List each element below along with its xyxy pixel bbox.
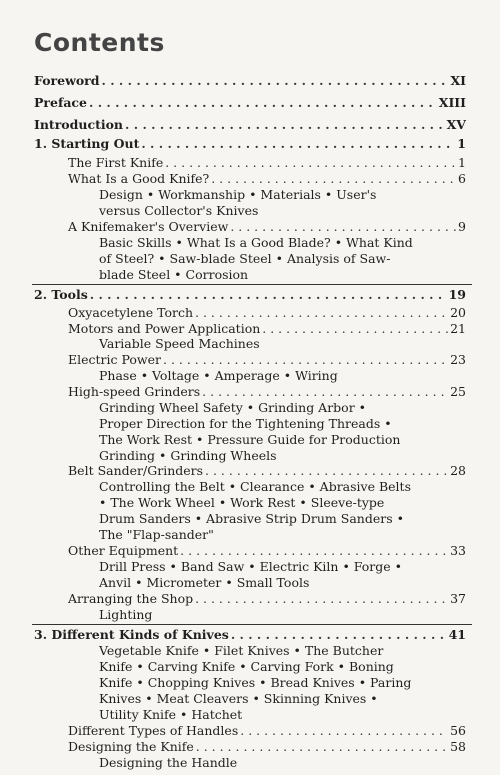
leader-dots [125, 117, 445, 133]
leader-dots [102, 73, 449, 89]
leader-dots [163, 352, 448, 368]
leader-dots [165, 155, 456, 171]
toc-entry-preface [34, 95, 466, 111]
toc-subtopics: Proper Direction for the Tightening Threads • [99, 416, 392, 431]
toc-label: Oxyacetylene Torch [68, 305, 194, 320]
toc-subtopics: Drill Press • Band Saw • Electric Kiln • Forge • [99, 559, 403, 574]
toc-label: Preface [34, 95, 87, 110]
toc-entry-introduction [34, 117, 466, 133]
toc-subtopics: Vegetable Knife • Filet Knives • The Butcher [99, 643, 384, 658]
page-title: Contents [34, 28, 165, 57]
toc-label: What Is a Good Knife? [68, 171, 210, 186]
toc-page: 1 [458, 155, 466, 170]
toc-subtopics: Basic Skills • What Is a Good Blade? • What Kind [99, 235, 413, 250]
toc-entry [68, 723, 466, 739]
leader-dots [211, 171, 456, 187]
toc-label: Different Types of Handles [68, 723, 239, 738]
leader-dots [195, 305, 448, 321]
toc-subtopics: Phase • Voltage • Amperage • Wiring [99, 368, 338, 383]
toc-entry [68, 739, 466, 755]
toc-subtopics: Lighting [99, 607, 153, 622]
toc-subtopics: The "Flap-sander" [99, 527, 214, 542]
toc-entry [68, 171, 466, 187]
divider [32, 284, 472, 285]
toc-label: The First Knife [68, 155, 164, 170]
toc-page: 25 [450, 384, 466, 399]
toc-label: Introduction [34, 117, 124, 132]
toc-label: Designing the Knife [68, 739, 194, 754]
leader-dots [180, 543, 448, 559]
toc-subtopics: Knife • Carving Knife • Carving Fork • Boning [99, 659, 394, 674]
toc-subtopics: Grinding • Grinding Wheels [99, 448, 277, 463]
leader-dots [196, 739, 448, 755]
toc-subtopics: of Steel? • Saw-blade Steel • Analysis of Saw- [99, 251, 391, 266]
toc-entry [68, 591, 466, 607]
toc-chapter-3 [34, 627, 466, 643]
leader-dots [195, 591, 448, 607]
toc-subtopics: Grinding Wheel Safety • Grinding Arbor • [99, 400, 367, 415]
toc-entry [68, 219, 466, 235]
toc-entry [68, 463, 466, 479]
toc-entry [68, 543, 466, 559]
toc-subtopics: versus Collector's Knives [99, 203, 259, 218]
leader-dots [262, 321, 448, 337]
toc-subtopics: Anvil • Micrometer • Small Tools [99, 575, 310, 590]
toc-label: Electric Power [68, 352, 161, 367]
toc-subtopics: Design • Workmanship • Materials • User's [99, 187, 377, 202]
toc-label: 3. Different Kinds of Knives [34, 627, 229, 642]
toc-chapter-1 [34, 136, 466, 152]
toc-subtopics: Designing the Handle [99, 755, 238, 770]
leader-dots [90, 287, 447, 303]
toc-page: 20 [450, 305, 466, 320]
divider [32, 624, 472, 625]
toc-page: 9 [458, 219, 466, 234]
toc-entry [68, 155, 466, 171]
toc-label: Other Equipment [68, 543, 179, 558]
toc-entry [68, 352, 466, 368]
toc-subtopics: Controlling the Belt • Clearance • Abrasive Belts [99, 479, 411, 494]
toc-page: 1 [457, 136, 466, 151]
toc-label: Foreword [34, 73, 100, 88]
toc-page: XV [446, 117, 466, 132]
toc-entry [68, 384, 466, 400]
toc-entry [68, 321, 466, 337]
toc-page: 37 [450, 591, 466, 606]
toc-subtopics: Utility Knife • Hatchet [99, 707, 243, 722]
toc-chapter-2 [34, 287, 466, 303]
toc-subtopics: Knife • Chopping Knives • Bread Knives • Paring [99, 675, 412, 690]
toc-subtopics: Variable Speed Machines [99, 336, 260, 351]
toc-page: 21 [450, 321, 466, 336]
leader-dots [202, 384, 448, 400]
toc-label: 1. Starting Out [34, 136, 140, 151]
toc-subtopics: The Work Rest • Pressure Guide for Production [99, 432, 401, 447]
toc-subtopics: Drum Sanders • Abrasive Strip Drum Sanders • [99, 511, 404, 526]
toc-page: 6 [458, 171, 466, 186]
toc-page: 33 [450, 543, 466, 558]
leader-dots [240, 723, 448, 739]
toc-label: 2. Tools [34, 287, 88, 302]
toc-label: Arranging the Shop [68, 591, 194, 606]
toc-subtopics: • The Work Wheel • Work Rest • Sleeve-type [99, 495, 385, 510]
toc-subtopics: Knives • Meat Cleavers • Skinning Knives • [99, 691, 378, 706]
leader-dots [89, 95, 437, 111]
toc-page: XI [450, 73, 466, 88]
toc-entry [68, 305, 466, 321]
toc-page: 58 [450, 739, 466, 754]
leader-dots [231, 627, 447, 643]
toc-page: 19 [448, 287, 466, 302]
leader-dots [230, 219, 456, 235]
toc-label: High-speed Grinders [68, 384, 201, 399]
toc-page: 56 [450, 723, 466, 738]
toc-page: 23 [450, 352, 466, 367]
toc-page: 28 [450, 463, 466, 478]
toc-label: Motors and Power Application [68, 321, 261, 336]
toc-page: XIII [438, 95, 466, 110]
toc-subtopics: blade Steel • Corrosion [99, 267, 249, 282]
toc-label: Belt Sander/Grinders [68, 463, 204, 478]
toc-page: 41 [448, 627, 466, 642]
toc-label: A Knifemaker's Overview [68, 219, 229, 234]
toc-entry-foreword [34, 73, 466, 89]
leader-dots [141, 136, 455, 152]
leader-dots [205, 463, 448, 479]
